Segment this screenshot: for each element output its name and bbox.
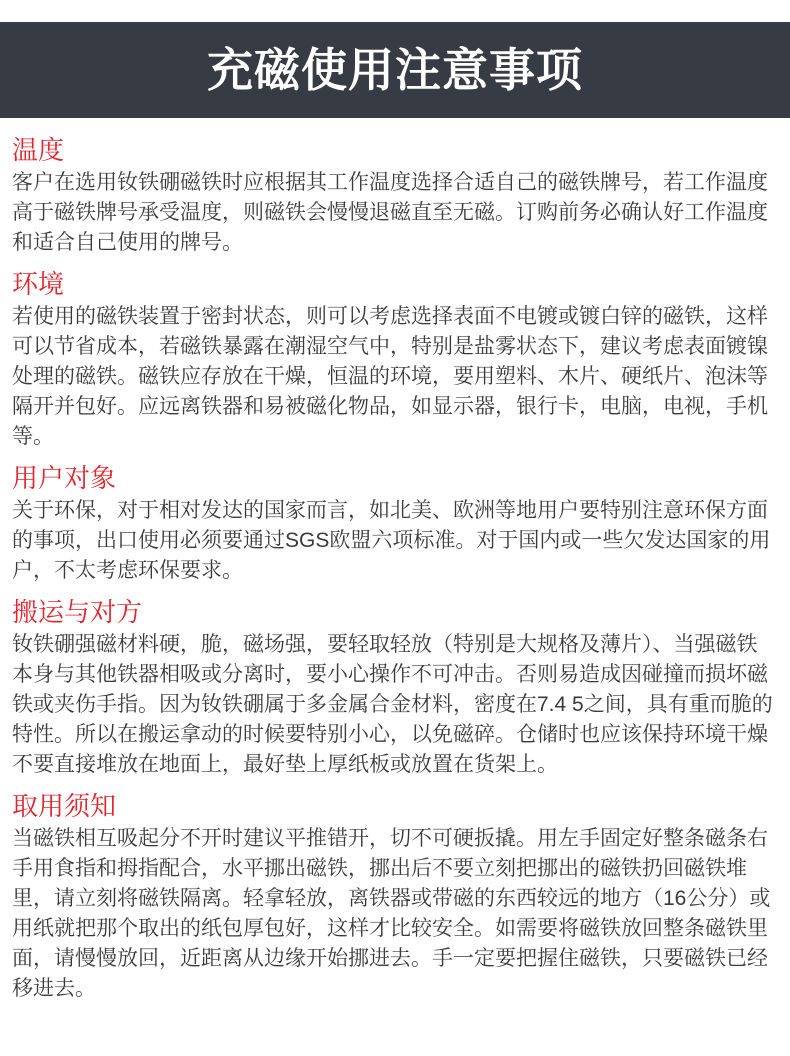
section-user-target: [12, 462, 778, 586]
section-body-user-target: 关于环保，对于相对发达的国家而言，如北美、欧洲等地用户要特别注意环保方面的事项，出口使用必须要通过SGS欧盟六项标准。对于国内或一些欠发达国家的用户，不太考虑环保要求。: [12, 499, 771, 582]
section-heading-temperature: 温度: [12, 135, 65, 165]
section-heading-user-target: 用户对象: [12, 463, 117, 493]
section-handling: [12, 596, 778, 780]
section-heading-environment: 环境: [12, 269, 65, 299]
section-environment: [12, 268, 778, 452]
page-title: 充磁使用注意事项: [207, 44, 583, 96]
section-heading-usage-notes: 取用须知: [12, 791, 117, 821]
section-usage-notes: [12, 790, 778, 1004]
section-heading-handling: 搬运与对方: [12, 597, 143, 627]
section-body-usage-notes: 当磁铁相互吸起分不开时建议平推错开，切不可硬扳撬。用左手固定好整条磁条右手用食指和拇指配合，水平挪出磁铁，挪出后不要立刻把挪出的磁铁扔回磁铁堆里，请立刻将磁铁隔离。轻拿轻放，离铁器或带磁的东西较远的地方（16公分）或用纸就把那个取出的纸包厚包好，这样才比较安全。如需要将磁铁放回整条磁铁里面，请慢慢放回，近距离从边缘开始挪进去。手一定要把握住磁铁，只要磁铁已经移进去。: [12, 827, 771, 1000]
content: [0, 118, 790, 1004]
section-temperature: [12, 134, 778, 258]
section-body-handling: 钕铁硼强磁材料硬，脆，磁场强，要轻取轻放（特别是大规格及薄片）、当强磁铁本身与其他铁器相吸或分离时，要小心操作不可冲击。否则易造成因碰撞而损坏磁铁或夹伤手指。因为钕铁硼属于多金属合金材料，密度在7.4 5之间，具有重而脆的特性。所以在搬运拿动的时候要特别小心，以免磁碎。仓储时也应该保持环境干燥不要直接堆放在地面上，最好垫上厚纸板或放置在货架上。: [12, 633, 773, 776]
section-body-environment: 若使用的磁铁装置于密封状态，则可以考虑选择表面不电镀或镀白锌的磁铁，这样可以节省成本，若磁铁暴露在潮湿空气中，特别是盐雾状态下，建议考虑表面镀镍处理的磁铁。磁铁应存放在干燥，恒温的环境，要用塑料、木片、硬纸片、泡沫等隔开并包好。应远离铁器和易被磁化物品，如显示器，银行卡，电脑，电视，手机等。: [12, 305, 768, 448]
header-banner: [0, 22, 790, 118]
section-body-temperature: 客户在选用钕铁硼磁铁时应根据其工作温度选择合适自己的磁铁牌号，若工作温度高于磁铁牌号承受温度，则磁铁会慢慢退磁直至无磁。订购前务必确认好工作温度和适合自己使用的牌号。: [12, 171, 768, 254]
page: [0, 22, 790, 1004]
